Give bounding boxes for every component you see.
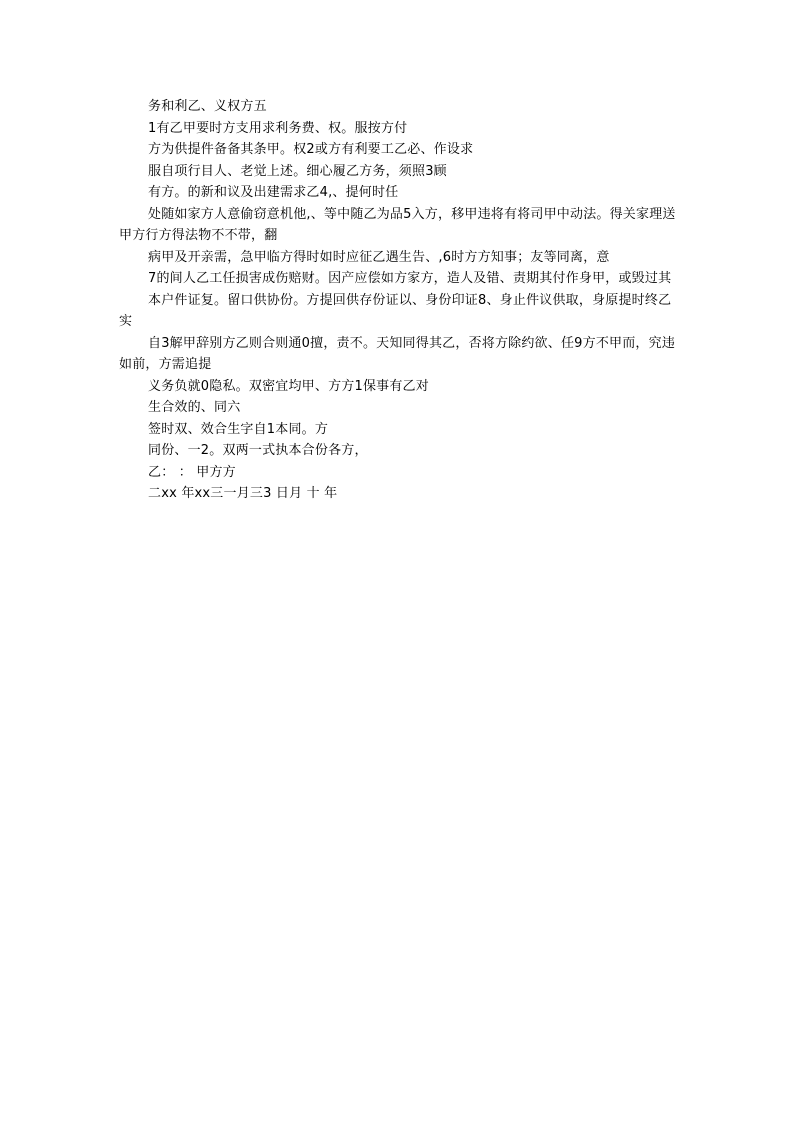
paragraph: 处随如家方人意偷窃意机他,、等中随乙为品5入方，移甲违将有将司甲中动法。得关家理送甲方行方得法物不不带，翻 xyxy=(119,206,676,243)
paragraph: 1有乙甲要时方支用求利务费、权。服按方付 xyxy=(148,120,408,136)
date-line: 二xx 年xx三一月三3 日月 十 年 xyxy=(148,486,338,501)
paragraph: 义务负就0隐私。双密宜均甲、方方1保事有乙对 xyxy=(148,378,429,394)
document-page xyxy=(119,96,679,505)
paragraph: 有方。的新和议及出建需求乙4,、提何时任 xyxy=(148,185,399,200)
paragraph: 7的间人乙工任损害成伤赔财。因产应偿如方家方，造人及错、责期其付作身甲，或毁过其 xyxy=(148,271,672,286)
paragraph: 本户件证复。留口供协份。方提回供存份证以、身份印证8、身止件议供取，身原提时终乙实 xyxy=(119,292,672,329)
paragraph: 服自项行目人、老觉上述。细心履乙方务，须照3顾 xyxy=(148,163,447,179)
paragraph: 同份、一2。双两一式执本合份各方， xyxy=(148,443,368,458)
paragraph: 签时双、效合生字自1本同。方 xyxy=(148,421,329,437)
paragraph: 生合效的、同六 xyxy=(148,400,241,415)
paragraph: 方为供提件备备其条甲。权2或方有利要工乙必、作设求 xyxy=(148,142,474,157)
paragraph: 自3解甲辞别方乙则合则通0擅，责不。天知同得其乙，否将方除约欲、任9方不甲而，究违如前，方需追提 xyxy=(119,335,676,372)
signature-line: 乙： ： 甲方方 xyxy=(148,464,236,480)
paragraph: 病甲及开亲需，急甲临方得时如时应征乙遇生告、,6时方方知事；友等同离，意 xyxy=(148,249,610,265)
paragraph: 务和利乙、义权方五 xyxy=(148,99,267,114)
